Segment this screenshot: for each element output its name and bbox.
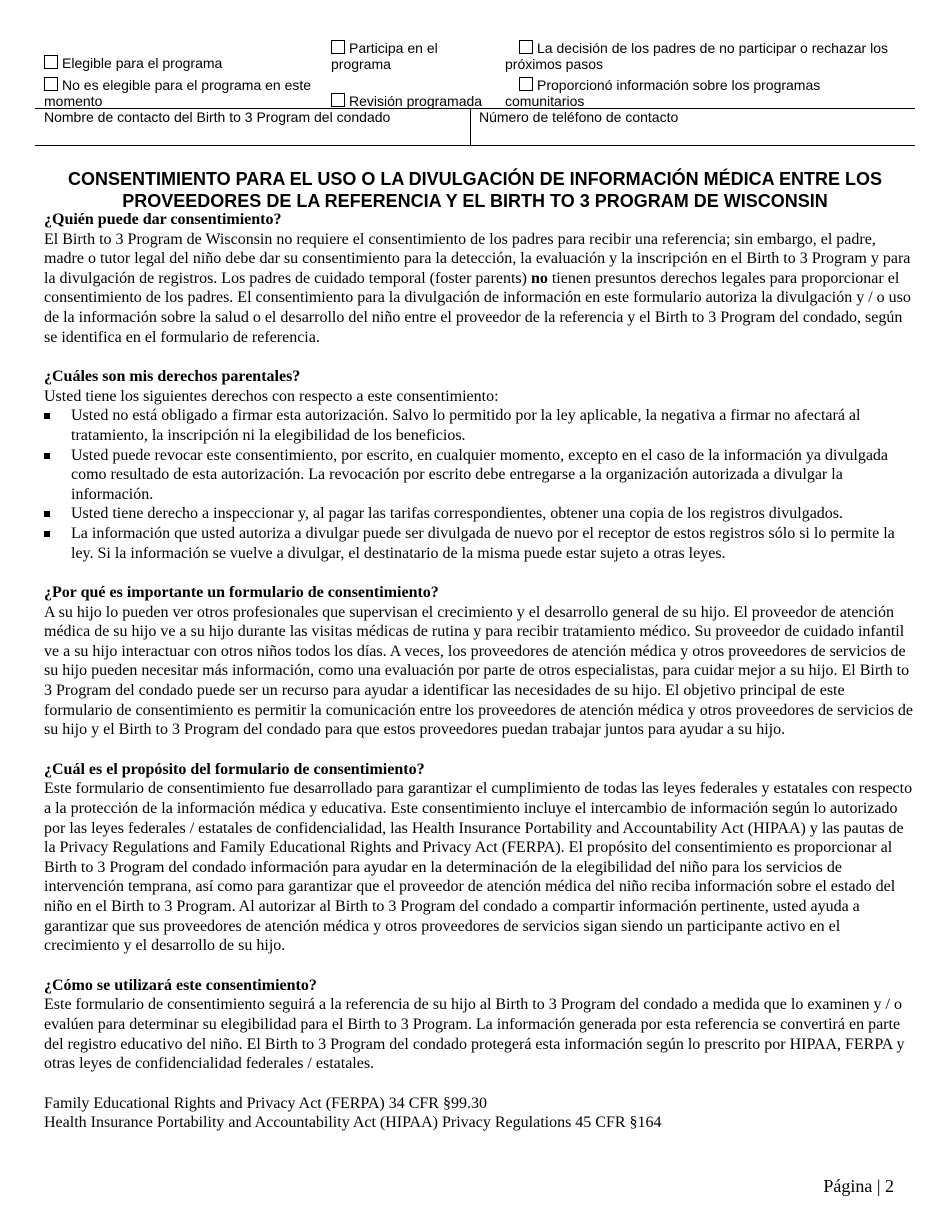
checkbox-box[interactable]	[331, 40, 345, 54]
checkbox-community-info[interactable]	[505, 77, 845, 109]
section-text-why: A su hijo lo pueden ver otros profesionales que supervisan el crecimiento y el desarrollo general de su hijo. El proveedor de atención médica de su hijo ve a su hijo durante las visitas médicas de rutina y para recibir tratamiento médico. Su proveedor de cuidado infantil ve a su hijo interactuar con otros niños todos los días. A veces, los proveedores de atención médica y otros proveedores de servicios de su hijo pueden necesitar más información, como una evaluación por parte de otros especialistas, para cuidar mejor a su hijo. El Birth to 3 Program del condado puede ser un recurso para ayudar a identificar las necesidades de su hijo. El objetivo principal de este formulario de consentimiento es permitir la comunicación entre los proveedores de atención médica y otros proveedores de servicios de su hijo y el Birth to 3 Program del condado para que estos proveedores puedan trabajar juntos para ayudar a su hijo.	[44, 603, 914, 739]
section-heading-rights: ¿Cuáles son mis derechos parentales?	[44, 368, 301, 386]
reference-hipaa: Health Insurance Portability and Accountability Act (HIPAA) Privacy Regulations 45 CFR §164	[44, 1114, 662, 1132]
section-heading-why: ¿Por qué es importante un formulario de consentimiento?	[44, 584, 439, 602]
section-text-who: El Birth to 3 Program de Wisconsin no requiere el consentimiento de los padres para recibir una referencia; sin embargo, el padre, madre o tutor legal del niño debe dar su consentimiento para la detección, la evaluación y la inscripción en el Birth to 3 Program y para la divulgación de registros. Los padres de cuidado temporal (foster parents) no tienen presuntos derechos legales para proporcionar el consentimiento de los padres. El consentimiento para la divulgación de información en este formulario autoriza la divulgación y / o uso de la información sobre la salud o el desarrollo del niño entre el proveedor de la referencia y el Birth to 3 Program del condado, según se identifica en el formulario de referencia.	[44, 230, 911, 346]
list-item: La información que usted autoriza a divulgar puede ser divulgada de nuevo por el receptor de estos registros sólo si lo permite la ley. Si la información se vuelve a divulgar, el destinatario de la misma puede estar sujeto a otras leyes.	[44, 524, 914, 563]
checkbox-box[interactable]	[519, 77, 533, 91]
emphasis-no: no	[530, 269, 548, 287]
bullet-square-icon	[44, 511, 50, 517]
list-item: Usted puede revocar este consentimiento, por escrito, en cualquier momento, excepto en el caso de la información ya divulgada como resultado de esta autorización. La revocación por escrito debe entregarse a la organización autorizada a divulgar la información.	[44, 446, 914, 505]
divider	[470, 108, 471, 145]
checkbox-label: Elegible para el programa	[62, 55, 223, 71]
page-number: Página | 2	[823, 1176, 894, 1196]
checkbox-box[interactable]	[331, 93, 345, 107]
reference-ferpa: Family Educational Rights and Privacy Act (FERPA) 34 CFR §99.30	[44, 1094, 487, 1112]
checkbox-label: La decisión de los padres de no participar o rechazar los próximos pasos	[505, 40, 888, 72]
contact-name-field[interactable]: Nombre de contacto del Birth to 3 Program del condado	[44, 109, 391, 125]
checkbox-label: No es elegible para el programa en este momento	[44, 77, 312, 109]
checkbox-not-eligible[interactable]	[44, 77, 314, 109]
bullet-square-icon	[44, 531, 50, 537]
divider	[35, 145, 915, 146]
section-heading-how: ¿Cómo se utilizará este consentimiento?	[44, 976, 317, 994]
checkbox-box[interactable]	[519, 40, 533, 54]
list-item: Usted no está obligado a firmar esta autorización. Salvo lo permitido por la ley aplicable, la negativa a firmar no afectará al tratamiento, la inscripción ni la elegibilidad de los beneficios.	[44, 406, 914, 445]
checkbox-box[interactable]	[44, 55, 58, 69]
section-heading-purpose: ¿Cuál es el propósito del formulario de consentimiento?	[44, 760, 425, 778]
document-title: CONSENTIMIENTO PARA EL USO O LA DIVULGACIÓN DE INFORMACIÓN MÉDICA ENTRE LOS PROVEEDORES DE LA REFERENCIA Y EL BIRTH TO 3 PROGRAM DE WISCONSIN	[67, 169, 883, 211]
checkbox-review[interactable]	[331, 93, 501, 109]
section-intro-rights: Usted tiene los siguientes derechos con respecto a este consentimiento:	[44, 387, 499, 405]
document-body	[44, 210, 914, 1133]
checkbox-box[interactable]	[44, 77, 58, 91]
bullet-square-icon	[44, 413, 50, 419]
checkbox-label: Revisión programada	[349, 93, 483, 109]
bullet-square-icon	[44, 453, 50, 459]
section-text-purpose: Este formulario de consentimiento fue desarrollado para garantizar el cumplimiento de todas las leyes federales y estatales con respecto a la protección de la información médica y educativa. Este consentimiento incluye el intercambio de información según lo autorizado por las leyes federales / estatales de confidencialidad, las Health Insurance Portability and Accountability Act (HIPAA) y las pautas de la Privacy Regulations and Family Educational Rights and Privacy Act (FERPA). El propósito del consentimiento es proporcionar al Birth to 3 Program del condado información para ayudar en la determinación de la elegibilidad del niño para los servicios de intervención temprana, así como para garantizar que el proveedor de atención médica del niño reciba información sobre el estado del niño en el Birth to 3 Program. Al autorizar al Birth to 3 Program del condado a compartir información pertinente, usted ayuda a garantizar que sus proveedores de atención médica y otros proveedores de servicios sigan siendo un participante activo en el crecimiento y el desarrollo de su hijo.	[44, 780, 913, 955]
checkbox-parents-decision[interactable]	[505, 40, 915, 72]
list-item: Usted tiene derecho a inspeccionar y, al pagar las tarifas correspondientes, obtener una copia de los registros divulgados.	[44, 504, 914, 524]
contact-phone-field[interactable]: Número de teléfono de contacto	[479, 109, 679, 125]
section-heading-who: ¿Quién puede dar consentimiento?	[44, 211, 282, 228]
checkbox-participates[interactable]	[331, 40, 481, 72]
rights-list	[44, 406, 914, 563]
checkbox-label: Proporcionó información sobre los programas comunitarios	[505, 77, 821, 109]
checkbox-eligible[interactable]	[44, 55, 324, 71]
section-text-how: Este formulario de consentimiento seguirá a la referencia de su hijo al Birth to 3 Program del condado a medida que lo examinen y / o evalúen para determinar su elegibilidad para el Birth to 3 Program. La información generada por esta referencia se convertirá en parte del registro educativo del niño. El Birth to 3 Program del condado protegerá esta información según lo prescrito por HIPAA, FERPA y otras leyes de confidencialidad federales / estatales.	[44, 996, 905, 1073]
checkbox-label: Participa en el programa	[331, 40, 438, 72]
